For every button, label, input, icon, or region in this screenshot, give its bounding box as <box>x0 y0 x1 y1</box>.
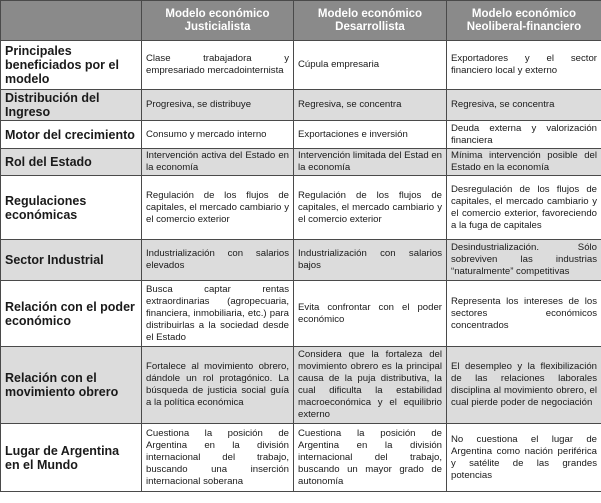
cell-desarrollista: Evita confrontar con el poder económico <box>294 281 447 347</box>
cell-desarrollista: Exportaciones e inversión <box>294 121 447 149</box>
header-desarrollista: Modelo económico Desarrollista <box>294 1 447 41</box>
table-row <box>1 281 601 347</box>
cell-neoliberal: Representa los intereses de los sectores económicos concentrados <box>447 281 601 347</box>
table-row <box>1 41 601 90</box>
table-row <box>1 240 601 281</box>
cell-desarrollista: Considera que la fortaleza del movimiento obrero es la principal causa de la puja distributiva, la cual dificulta la estabilidad macroeconómica y el equilibrio externo <box>294 347 447 424</box>
row-label: Regulaciones económicas <box>1 176 142 240</box>
cell-desarrollista: Intervención limitada del Estad en la economía <box>294 149 447 176</box>
table-row <box>1 347 601 424</box>
table-row <box>1 176 601 240</box>
table-row <box>1 121 601 149</box>
cell-desarrollista: Industrialización con salarios bajos <box>294 240 447 281</box>
cell-justicialista: Clase trabajadora y empresariado mercadointernista <box>142 41 294 90</box>
cell-justicialista: Regulación de los flujos de capitales, el mercado cambiario y el comercio exterior <box>142 176 294 240</box>
cell-desarrollista: Regulación de los flujos de capitales, el mercado cambiario y el comercio exterior <box>294 176 447 240</box>
cell-desarrollista: Cúpula empresaria <box>294 41 447 90</box>
header-row <box>1 1 601 41</box>
row-label: Distribución del Ingreso <box>1 90 142 121</box>
cell-neoliberal: No cuestiona el lugar de Argentina como nación periférica y satélite de las grandes potencias <box>447 424 601 492</box>
row-label: Motor del crecimiento <box>1 121 142 149</box>
cell-neoliberal: El desempleo y la flexibilización de las relaciones laborales disciplina al movimiento obrero, el cual pierde poder de negociación <box>447 347 601 424</box>
header-corner <box>1 1 142 41</box>
cell-justicialista: Cuestiona la posición de Argentina en la división internacional del trabajo, buscando una inserción internacional soberana <box>142 424 294 492</box>
cell-justicialista: Busca captar rentas extraordinarias (agropecuaria, financiera, inmobiliaria, etc.) para distribuirlas a la sociedad desde el Estado <box>142 281 294 347</box>
header-neoliberal: Modelo económico Neoliberal-financiero <box>447 1 601 41</box>
cell-neoliberal: Mínima intervención posible del Estado en la economía <box>447 149 601 176</box>
cell-neoliberal: Desregulación de los flujos de capitales, el mercado cambiario y el comercio exterior, favoreciendo a la fuga de capitales <box>447 176 601 240</box>
cell-justicialista: Intervención activa del Estado en la economía <box>142 149 294 176</box>
table-row <box>1 90 601 121</box>
row-label: Sector Industrial <box>1 240 142 281</box>
cell-justicialista: Consumo y mercado interno <box>142 121 294 149</box>
cell-neoliberal: Deuda externa y valorización financiera <box>447 121 601 149</box>
header-justicialista: Modelo económico Justicialista <box>142 1 294 41</box>
cell-desarrollista: Cuestiona la posición de Argentina en la división internacional del trabajo, buscando un mayor grado de autonomía <box>294 424 447 492</box>
cell-desarrollista: Regresiva, se concentra <box>294 90 447 121</box>
table-row <box>1 424 601 492</box>
cell-justicialista: Industrialización con salarios elevados <box>142 240 294 281</box>
table-row <box>1 149 601 176</box>
cell-neoliberal: Exportadores y el sector financiero local y externo <box>447 41 601 90</box>
cell-justicialista: Fortalece al movimiento obrero, dándole un rol protagónico. La búsqueda de justicia social guía a la política económica <box>142 347 294 424</box>
cell-neoliberal: Desindustrialización. Sólo sobreviven las industrias “naturalmente” competitivas <box>447 240 601 281</box>
cell-justicialista: Progresiva, se distribuye <box>142 90 294 121</box>
row-label: Relación con el movimiento obrero <box>1 347 142 424</box>
row-label: Relación con el poder económico <box>1 281 142 347</box>
row-label: Rol del Estado <box>1 149 142 176</box>
row-label: Lugar de Argentina en el Mundo <box>1 424 142 492</box>
row-label: Principales beneficiados por el modelo <box>1 41 142 90</box>
cell-neoliberal: Regresiva, se concentra <box>447 90 601 121</box>
